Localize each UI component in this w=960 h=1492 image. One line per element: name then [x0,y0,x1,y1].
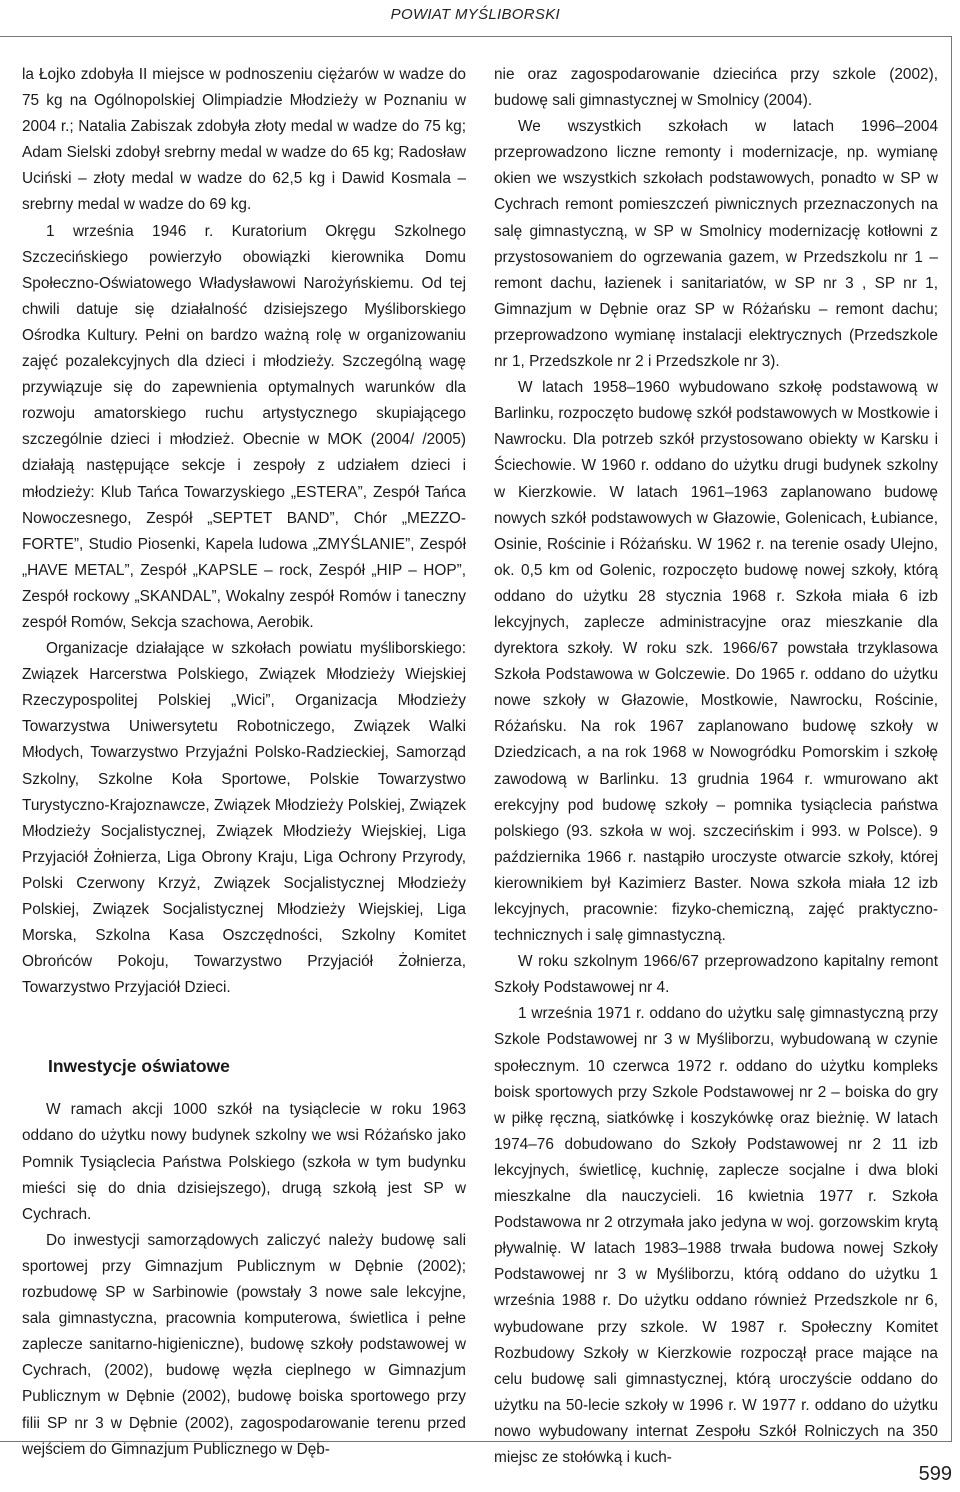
paragraph: 1 września 1971 r. oddano do użytku salę gimnastyczną przy Szkole Podstawowej nr 3 w Myśliborzu, wybudowaną w czynie społecznym. 10 czerwca 1972 r. oddano do użytku kompleks boisk sportowych przy Szkole Podstawowej nr 2 – boiska do gry w piłkę ręczną, siatkówkę i koszykówkę oraz bieżnię. W latach 1974–76 dobudowano do Szkoły Podstawowej nr 2 11 izb lekcyjnych, świetlicę, kuchnię, zaplecze socjalne i dwa bloki mieszkalne dla nauczycieli. 16 kwietnia 1977 r. Szkoła Podstawowa nr 2 otrzymała jako jedyna w woj. gorzowskim krytą pływalnię. W latach 1983–1988 trwała budowa nowej Szkoły Podstawowej nr 3 w Myśliborzu, którą oddano do użytku 1 września 1988 r. Do użytku oddano również Przedszkole nr 6, wybudowane przy szkole. W 1987 r. Społeczny Komitet Rozbudowy Szkoły w Kierzkowie rozpoczął prace mające na celu budowę sali gimnastycznej, którą uroczyście oddano do użytku na 50-lecie szkoły w 1996 r. W 1977 r. oddano do użytku nowo wybudowany internat Zespołu Szkół Rolniczych na 350 miejsc ze stołówką i kuch- [494,1005,938,1466]
right-column [494,62,938,1471]
paragraph: W roku szkolnym 1966/67 przeprowadzono kapitalny remont Szkoły Podstawowej nr 4. [494,953,938,997]
paragraph: W latach 1958–1960 wybudowano szkołę podstawową w Barlinku, rozpoczęto budowę szkół podstawowych w Mostkowie i Nawrocku. Dla potrzeb szkół przystosowano obiekty w Karsku i Ściechowie. W 1960 r. oddano do użytku drugi budynek szkolny w Kierzkowie. W latach 1961–1963 zaplanowano budowę nowych szkół podstawowych w Głazowie, Golenicach, Łubiance, Osinie, Rościnie i Różańsku. W 1962 r. na terenie osady Ulejno, ok. 0,5 km od Golenic, rozpoczęto budowę nowej szkoły, którą oddano do użytku 28 stycznia 1968 r. Szkoła miała 6 izb lekcyjnych, zaplecze administracyjne oraz mieszkanie dla dyrektora szkoły. W roku szk. 1966/67 powstała trzyklasowa Szkoła Podstawowa w Golczewie. Do 1965 r. oddano do użytku nowe szkoły w Głazowie, Mostkowie, Nawrocku, Rościnie, Różańsku. Na rok 1967 zaplanowano budowę szkoły w Dziedzicach, a na rok 1968 w Nowogródku Pomorskim i szkołę zawodową w Barlinku. 13 grudnia 1964 r. wmurowano akt erekcyjny pod budowę szkoły – pomnika tysiąclecia państwa polskiego (93. szkoła w woj. szczecińskim i 993. w Polsce). 9 października 1966 r. nastąpiło uroczyste otwarcie szkoły, której kierownikiem był Kazimierz Baster. Nowa szkoła miała 12 izb lekcyjnych, pracownie: fizyko-chemiczną, zajęć praktyczno-technicznych i salę gimnastyczną. [494,379,938,945]
page-number: 599 [918,1463,952,1485]
running-header: POWIAT MYŚLIBORSKI [390,6,560,23]
left-column [22,62,466,1463]
paragraph: la Łojko zdobyła II miejsce w podnoszeniu ciężarów w wadze do 75 kg na Ogólnopolskiej Olimpiadzie Młodzieży w Poznaniu w 2004 r.; Natalia Zabiszak zdobyła złoty medal w wadze do 75 kg; Adam Sielski zdobył srebrny medal w wadze do 65 kg; Radosław Uciński – złoty medal w wadze do 62,5 kg i Dawid Kosmala – srebrny medal w wadze do 69 kg. [22,66,466,214]
paragraph: Do inwestycji samorządowych zaliczyć należy budowę sali sportowej przy Gimnazjum Publicznym w Dębnie (2002); rozbudowę SP w Sarbinowie (powstały 3 nowe sale lekcyjne, sala gimnastyczna, pracownia komputerowa, świetlica i pełne zaplecze sanitarno-higieniczne), budowę szkoły podstawowej w Cychrach, (2002), budowę węzła cieplnego w Gimnazjum Publicznym w Dębnie (2002), budowę boiska sportowego przy filii SP nr 3 w Dębnie (2002), zagospodarowanie terenu przed wejściem do Gimnazjum Publicznego w Dęb- [22,1231,466,1458]
paragraph: Organizacje działające w szkołach powiatu myśliborskiego: Związek Harcerstwa Polskiego, Związek Młodzieży Wiejskiej Rzeczypospolitej Polskiej „Wici”, Organizacja Młodzieży Towarzystwa Uniwersytetu Robotniczego, Związek Walki Młodych, Towarzystwo Przyjaźni Polsko-Radzieckiej, Samorząd Szkolny, Szkolne Koła Sportowe, Polskie Towarzystwo Turystyczno-Krajoznawcze, Związek Młodzieży Polskiej, Związek Młodzieży Socjalistycznej, Związek Młodzieży Wiejskiej, Liga Przyjaciół Żołnierza, Liga Obrony Kraju, Liga Ochrony Przyrody, Polski Czerwony Krzyż, Związek Socjalistycznej Młodzieży Polskiej, Związek Socjalistycznej Młodzieży Wiejskiej, Liga Morska, Szkolna Kasa Oszczędności, Szkolny Komitet Obrońców Pokoju, Towarzystwo Przyjaciół Żołnierza, Towarzystwo Przyjaciół Dzieci. [22,640,466,997]
paragraph: W ramach akcji 1000 szkół na tysiąclecie w roku 1963 oddano do użytku nowy budynek szkolny we wsi Różańsko jako Pomnik Tysiąclecia Państwa Polskiego (szkoła w tym budynku mieści się do dnia dzisiejszego), drugą szkołą jest SP w Cychrach. [22,1101,466,1223]
paragraph: 1 września 1946 r. Kuratorium Okręgu Szkolnego Szczecińskiego powierzyło obowiązki kierownika Domu Społeczno-Oświatowego Władysławowi Narożyńskiemu. Od tej chwili datuje się działalność dzisiejszego Myśliborskiego Ośrodka Kultury. Pełni on bardzo ważną rolę w organizowaniu zajęć pozalekcyjnych dla dzieci i młodzieży. Szczególną wagę przywiązuje się do zapewnienia optymalnych warunków dla rozwoju amatorskiego ruchu artystycznego skupiającego szczególnie dzieci i młodzież. Obecnie w MOK (2004/ /2005) działają następujące sekcje i zespoły z udziałem dzieci i młodzieży: Klub Tańca Towarzyskiego „ESTERA”, Zespół Tańca Nowoczesnego, Zespół „SEPTET BAND”, Chór „MEZZO-FORTE”, Studio Piosenki, Kapela ludowa „ZMYŚLANIE”, Zespół „HAVE METAL”, Zespół „KAPSLE – rock, Zespół „HIP – HOP”, Zespół rockowy „SKANDAL”, Wokalny zespół Romów i taneczny zespół Romów, Sekcja szachowa, Aerobik. [22,222,466,631]
paragraph: nie oraz zagospodarowanie dziecińca przy szkole (2002), budowę sali gimnastycznej w Smolnicy (2004). [494,66,938,110]
section-title: Inwestycje oświatowe [48,1056,230,1077]
paragraph: We wszystkich szkołach w latach 1996–2004 przeprowadzono liczne remonty i modernizacje, np. wymianę okien we wszystkich szkołach podstawowych, ponadto w SP w Cychrach remont pomieszczeń piwnicznych przeznaczonych na salę gimnastyczną, w SP w Smolnicy modernizację kotłowni z przystosowaniem do ogrzewania gazem, w Przedszkolu nr 1 – remont dachu, łazienek i sanitariatów, w SP nr 3 , SP nr 1, Gimnazjum w Dębnie oraz SP w Różańsku – remont dachu; przeprowadzono wymianę instalacji elektrycznych (Przedszkole nr 1, Przedszkole nr 2 i Przedszkole nr 3). [494,118,938,371]
